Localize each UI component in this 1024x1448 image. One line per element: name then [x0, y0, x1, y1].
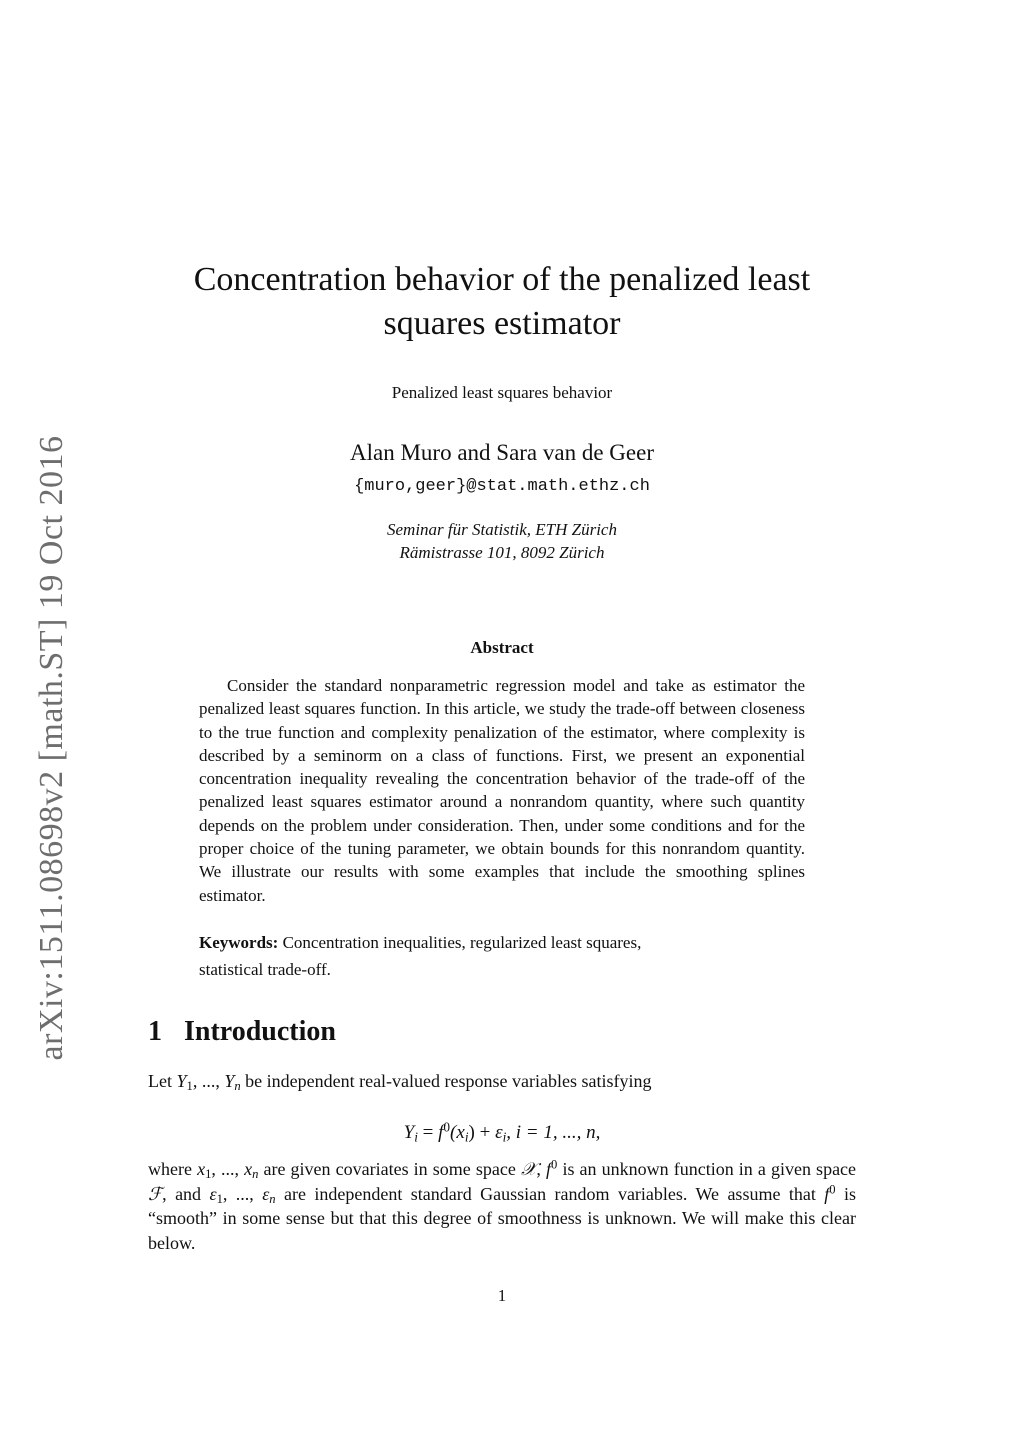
- math-space-f: ℱ: [148, 1183, 163, 1204]
- affiliation-line-2: Rämistrasse 101, 8092 Zürich: [399, 543, 605, 562]
- math-eps: ε: [209, 1183, 217, 1204]
- eq-tail: , i = 1, ..., n,: [506, 1122, 601, 1143]
- text-run: is “smooth” in some sense but that this degree of smoothness is unknown. We will make this clear below.: [148, 1183, 856, 1253]
- running-title: Penalized least squares behavior: [391, 383, 613, 402]
- intro-first-line-text: be independent real-valued response variables satisfying: [240, 1071, 652, 1091]
- eq-equals: =: [417, 1122, 439, 1143]
- display-equation: [0, 1119, 1004, 1145]
- intro-let: Let: [148, 1071, 172, 1091]
- text-run: ,: [536, 1159, 547, 1179]
- math-sub: n: [252, 1167, 259, 1182]
- math-space-x: 𝒳: [520, 1159, 537, 1179]
- page-number: 1: [497, 1286, 507, 1305]
- author-email: {muro,geer}@stat.math.ethz.ch: [354, 477, 650, 496]
- section-number: 1: [148, 1016, 162, 1047]
- eq-f: f: [438, 1122, 444, 1143]
- math-ellipsis: , ...,: [211, 1159, 245, 1179]
- eq-arg-sub: i: [464, 1129, 469, 1145]
- math-ellipsis: , ...,: [192, 1071, 225, 1091]
- math-y: Y: [224, 1071, 235, 1091]
- paper-title-line-2: squares estimator: [383, 305, 621, 342]
- abstract-heading: Abstract: [470, 638, 534, 657]
- text-run: are given covariates in some space: [258, 1159, 521, 1179]
- eq-eps-sub: i: [502, 1129, 507, 1145]
- keywords-text-line-1: Concentration inequalities, regularized least squares,: [282, 933, 642, 952]
- section-heading-introduction: [148, 1016, 336, 1048]
- math-x: x: [244, 1159, 253, 1179]
- text-run: where: [148, 1159, 198, 1179]
- eq-arg-close: ) +: [468, 1122, 496, 1143]
- paper-title: [0, 258, 1004, 346]
- arxiv-identifier-stamp: arXiv:1511.08698v2 [math.ST] 19 Oct 2016: [33, 435, 70, 1061]
- eq-f-sup: 0: [443, 1119, 451, 1135]
- math-y: Y: [176, 1071, 187, 1091]
- eq-lhs: Y: [403, 1122, 415, 1143]
- eq-arg: (x: [450, 1122, 465, 1143]
- affiliation-line-1: Seminar für Statistik, ETH Zürich: [387, 520, 617, 539]
- math-sub: n: [234, 1079, 241, 1094]
- authors: Alan Muro and Sara van de Geer: [350, 440, 654, 465]
- math-sup: 0: [551, 1157, 558, 1172]
- eq-lhs-sub: i: [414, 1129, 418, 1145]
- math-f: f: [546, 1159, 552, 1179]
- section-title: Introduction: [184, 1016, 336, 1047]
- math-x: x: [197, 1159, 206, 1179]
- intro-paragraph: [148, 1157, 856, 1255]
- math-ellipsis: , ...,: [222, 1183, 263, 1204]
- intro-first-line: [148, 1071, 858, 1092]
- abstract-body: Consider the standard nonparametric regression model and take as estimator the penalized least squares function. In this article, we study the trade-off between closeness to the true function and complexity penalization of the estimator, where complexity is described by a seminorm on a class of functions. First, we present an exponential concentration inequality revealing the concentration behavior of the trade-off of the penalized least squares estimator around a nonrandom quantity, where such quantity depends on the problem under consideration. Then, under some conditions and for the proper choice of the tuning parameter, we obtain bounds for this nonrandom quantity. We illustrate our results with some examples that include the smoothing splines estimator.: [199, 676, 805, 905]
- math-sub: n: [269, 1191, 276, 1206]
- text-run: are independent standard Gaussian random variables. We assume that: [275, 1183, 825, 1204]
- keywords-text-line-2: statistical trade-off.: [199, 960, 331, 979]
- eq-eps: ε: [495, 1122, 503, 1143]
- keywords: [199, 929, 805, 983]
- affiliation: [0, 518, 1004, 564]
- text-run: , and: [162, 1183, 210, 1204]
- math-sub: 1: [186, 1079, 193, 1094]
- math-f: f: [824, 1183, 830, 1204]
- math-eps: ε: [262, 1183, 270, 1204]
- text-run: is an unknown function in a given space: [557, 1159, 857, 1179]
- keywords-label: Keywords:: [199, 933, 279, 952]
- paper-title-line-1: Concentration behavior of the penalized least: [193, 261, 811, 298]
- math-sub: 1: [216, 1191, 223, 1206]
- math-sup: 0: [829, 1182, 836, 1197]
- math-sub: 1: [205, 1167, 212, 1182]
